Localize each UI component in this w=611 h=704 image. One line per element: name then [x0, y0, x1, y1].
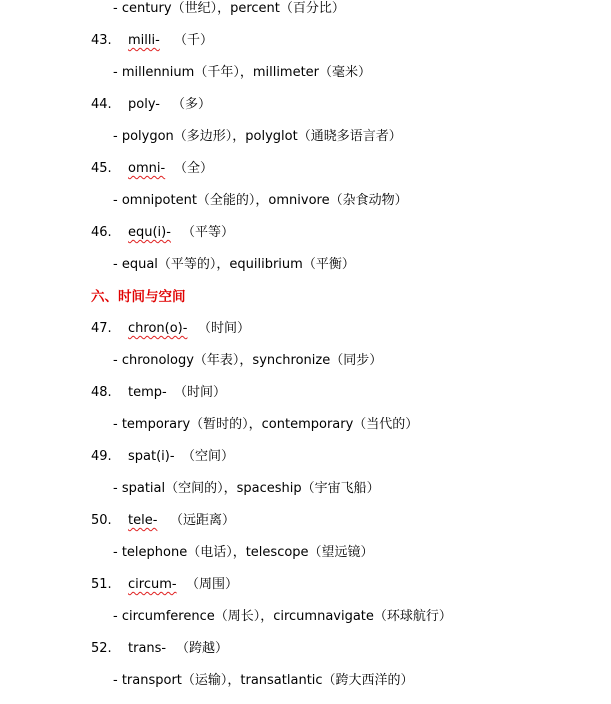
- entry-term: equ(i)-: [128, 225, 171, 240]
- entry-term: omni-: [128, 161, 166, 176]
- entry-number: 51.: [91, 577, 112, 592]
- entry-gloss: （周围）: [186, 577, 239, 592]
- entry-term: spat(i)-: [128, 449, 175, 464]
- entry-number: 44.: [91, 97, 112, 112]
- example-line: - polygon（多边形），polyglot（通晓多语言者）: [113, 129, 402, 144]
- entry-number: 50.: [91, 513, 112, 528]
- entry-term: milli-: [128, 33, 160, 48]
- entry-gloss: （远距离）: [170, 513, 236, 528]
- entry-number: 43.: [91, 33, 112, 48]
- entry-number: 45.: [91, 161, 112, 176]
- example-line: - spatial（空间的），spaceship（宇宙飞船）: [113, 481, 380, 496]
- example-line: - chronology（年表），synchronize（同步）: [113, 353, 383, 368]
- example-line: - transport（运输），transatlantic（跨大西洋的）: [113, 673, 414, 688]
- entry-gloss: （时间）: [174, 385, 227, 400]
- entry-gloss: （跨越）: [176, 641, 229, 656]
- section-heading: 六、时间与空间: [91, 289, 186, 305]
- entry-term: temp-: [128, 385, 167, 400]
- entry-gloss: （平等）: [182, 225, 235, 240]
- example-line: - circumference（周长），circumnavigate（环球航行）: [113, 609, 452, 624]
- entry-number: 47.: [91, 321, 112, 336]
- entry-number: 52.: [91, 641, 112, 656]
- entry-gloss: （时间）: [198, 321, 251, 336]
- example-line: - century（世纪），percent（百分比）: [113, 1, 345, 16]
- entry-number: 46.: [91, 225, 112, 240]
- entry-gloss: （全）: [174, 161, 214, 176]
- example-line: - millennium（千年），millimeter（毫米）: [113, 65, 372, 80]
- entry-term: poly-: [128, 97, 160, 112]
- example-line: - temporary（暂时的），contemporary（当代的）: [113, 417, 419, 432]
- entry-term: chron(o)-: [128, 321, 188, 336]
- entry-term: circum-: [128, 577, 177, 592]
- example-line: - telephone（电话），telescope（望远镜）: [113, 545, 374, 560]
- entry-gloss: （千）: [174, 33, 214, 48]
- entry-term: trans-: [128, 641, 167, 656]
- entry-gloss: （空间）: [182, 449, 235, 464]
- entry-number: 49.: [91, 449, 112, 464]
- example-line: - omnipotent（全能的），omnivore（杂食动物）: [113, 193, 408, 208]
- example-line: - equal（平等的），equilibrium（平衡）: [113, 257, 355, 272]
- entry-gloss: （多）: [172, 97, 212, 112]
- entry-term: tele-: [128, 513, 158, 528]
- entry-number: 48.: [91, 385, 112, 400]
